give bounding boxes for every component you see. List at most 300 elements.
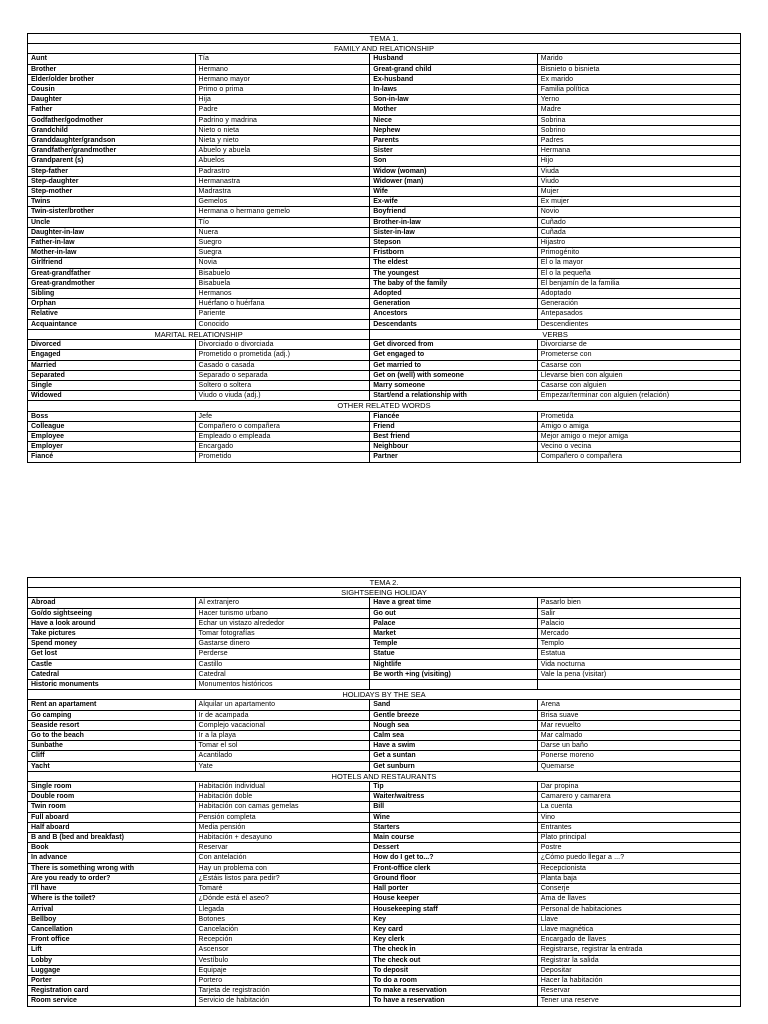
spanish-translation: Estatua bbox=[537, 649, 740, 659]
spanish-translation: Camarero y camarera bbox=[537, 792, 740, 802]
spanish-translation: Alquilar un apartamento bbox=[195, 700, 370, 710]
spanish-translation: Templo bbox=[537, 639, 740, 649]
english-term: Twin-sister/brother bbox=[28, 207, 196, 217]
section-heading: FAMILY AND RELATIONSHIP bbox=[28, 44, 741, 54]
section-heading-right: VERBS bbox=[370, 329, 741, 339]
english-term: Hall porter bbox=[370, 884, 538, 894]
table-row bbox=[28, 618, 741, 628]
english-term: Get married to bbox=[370, 360, 538, 370]
english-term: Book bbox=[28, 843, 196, 853]
spanish-translation: Padrino y madrina bbox=[195, 115, 370, 125]
spanish-translation: Antepasados bbox=[537, 309, 740, 319]
english-term: Employer bbox=[28, 442, 196, 452]
table-row bbox=[28, 74, 741, 84]
title-row bbox=[28, 578, 741, 588]
spanish-translation: Nieto o nieta bbox=[195, 125, 370, 135]
english-term: Nough sea bbox=[370, 720, 538, 730]
english-term: There is something wrong with bbox=[28, 863, 196, 873]
spanish-translation: Prometida bbox=[537, 411, 740, 421]
spanish-translation: Gemelos bbox=[195, 197, 370, 207]
english-term: The baby of the family bbox=[370, 278, 538, 288]
spanish-translation: Pasarlo bien bbox=[537, 598, 740, 608]
english-term: Adopted bbox=[370, 289, 538, 299]
spanish-translation: Compañero o compañera bbox=[537, 452, 740, 462]
english-term: Wine bbox=[370, 812, 538, 822]
table-row bbox=[28, 54, 741, 64]
english-term: Cousin bbox=[28, 85, 196, 95]
section-heading-row bbox=[28, 401, 741, 411]
english-term: Wife bbox=[370, 187, 538, 197]
spanish-translation: Hacer turismo urbano bbox=[195, 608, 370, 618]
spanish-translation: Prometerse con bbox=[537, 350, 740, 360]
english-term: Acquaintance bbox=[28, 319, 196, 329]
english-term: Parents bbox=[370, 136, 538, 146]
english-term: Great-grand child bbox=[370, 64, 538, 74]
english-term: Marry someone bbox=[370, 380, 538, 390]
spanish-translation: Hay un problema con bbox=[195, 863, 370, 873]
english-term: Generation bbox=[370, 299, 538, 309]
english-term: Grandparent (s) bbox=[28, 156, 196, 166]
table-row bbox=[28, 299, 741, 309]
english-term: Room service bbox=[28, 996, 196, 1006]
english-term: Lift bbox=[28, 945, 196, 955]
spanish-translation: Madre bbox=[537, 105, 740, 115]
english-term: Take pictures bbox=[28, 629, 196, 639]
table-title: TEMA 1. bbox=[28, 34, 741, 44]
section-heading: HOLIDAYS BY THE SEA bbox=[28, 690, 741, 700]
spanish-translation: Hermanos bbox=[195, 289, 370, 299]
english-term: To deposit bbox=[370, 965, 538, 975]
english-term: Starters bbox=[370, 822, 538, 832]
table-row bbox=[28, 125, 741, 135]
spanish-translation: Pensión completa bbox=[195, 812, 370, 822]
spanish-translation: Hermana bbox=[537, 146, 740, 156]
spanish-translation: Habitación con camas gemelas bbox=[195, 802, 370, 812]
table-row bbox=[28, 360, 741, 370]
english-term: Go/do sightseeing bbox=[28, 608, 196, 618]
spanish-translation: ¿Estáis listos para pedir? bbox=[195, 873, 370, 883]
spanish-translation: Nieta y nieto bbox=[195, 136, 370, 146]
spanish-translation: ¿Dónde está el aseo? bbox=[195, 894, 370, 904]
spanish-translation: Personal de habitaciones bbox=[537, 904, 740, 914]
table-row bbox=[28, 996, 741, 1006]
english-term: Son bbox=[370, 156, 538, 166]
spanish-translation: Cancelación bbox=[195, 924, 370, 934]
english-term: The youngest bbox=[370, 268, 538, 278]
spanish-translation: Botones bbox=[195, 914, 370, 924]
spanish-translation: Plato principal bbox=[537, 833, 740, 843]
english-term: Ex-husband bbox=[370, 74, 538, 84]
spanish-translation: Dar propina bbox=[537, 782, 740, 792]
table-row bbox=[28, 863, 741, 873]
english-term: Statue bbox=[370, 649, 538, 659]
spanish-translation: Castillo bbox=[195, 659, 370, 669]
english-term: Bill bbox=[370, 802, 538, 812]
english-term: Step-father bbox=[28, 166, 196, 176]
table-row bbox=[28, 340, 741, 350]
spanish-translation: Hija bbox=[195, 95, 370, 105]
spanish-translation: Monumentos históricos bbox=[195, 680, 370, 690]
english-term: Sand bbox=[370, 700, 538, 710]
english-term: Half aboard bbox=[28, 822, 196, 832]
table-row bbox=[28, 649, 741, 659]
english-term: Registration card bbox=[28, 986, 196, 996]
english-term: Neighbour bbox=[370, 442, 538, 452]
english-term: Yacht bbox=[28, 761, 196, 771]
spanish-translation: La cuenta bbox=[537, 802, 740, 812]
table-row bbox=[28, 115, 741, 125]
table-row bbox=[28, 751, 741, 761]
table-row bbox=[28, 975, 741, 985]
spanish-translation: Tío bbox=[195, 217, 370, 227]
spanish-translation: Ir de acampada bbox=[195, 710, 370, 720]
section-heading-row bbox=[28, 329, 741, 339]
english-term: Ground floor bbox=[370, 873, 538, 883]
english-term: Mother bbox=[370, 105, 538, 115]
english-term: Are you ready to order? bbox=[28, 873, 196, 883]
table-row bbox=[28, 608, 741, 618]
spanish-translation: Vestíbulo bbox=[195, 955, 370, 965]
spanish-translation: Casarse con bbox=[537, 360, 740, 370]
spanish-translation: Registrarse, registrar la entrada bbox=[537, 945, 740, 955]
spanish-translation: Quemarse bbox=[537, 761, 740, 771]
table-row bbox=[28, 268, 741, 278]
english-term: Sister-in-law bbox=[370, 227, 538, 237]
english-term: Brother-in-law bbox=[370, 217, 538, 227]
english-term: Where is the toilet? bbox=[28, 894, 196, 904]
spanish-translation: Madrastra bbox=[195, 187, 370, 197]
english-term: Daughter bbox=[28, 95, 196, 105]
spanish-translation: Mar revuelto bbox=[537, 720, 740, 730]
english-term: Abroad bbox=[28, 598, 196, 608]
english-term: The check out bbox=[370, 955, 538, 965]
spanish-translation: Ex mujer bbox=[537, 197, 740, 207]
table-row bbox=[28, 248, 741, 258]
english-term: Bellboy bbox=[28, 914, 196, 924]
spanish-translation: Entrantes bbox=[537, 822, 740, 832]
table-row bbox=[28, 884, 741, 894]
table-row bbox=[28, 146, 741, 156]
table-row bbox=[28, 965, 741, 975]
spanish-translation: Postre bbox=[537, 843, 740, 853]
table-row bbox=[28, 278, 741, 288]
spanish-translation: Huérfano o huérfana bbox=[195, 299, 370, 309]
table-row bbox=[28, 935, 741, 945]
table-row bbox=[28, 85, 741, 95]
spanish-translation: Brisa suave bbox=[537, 710, 740, 720]
english-term: Aunt bbox=[28, 54, 196, 64]
table-row bbox=[28, 914, 741, 924]
table-row bbox=[28, 421, 741, 431]
table-row bbox=[28, 227, 741, 237]
english-term: Front-office clerk bbox=[370, 863, 538, 873]
english-term: Daughter-in-law bbox=[28, 227, 196, 237]
spanish-translation: Reservar bbox=[537, 986, 740, 996]
section-heading: MARITAL RELATIONSHIP bbox=[28, 329, 370, 339]
english-term: Go to the beach bbox=[28, 731, 196, 741]
spanish-translation: Mejor amigo o mejor amiga bbox=[537, 431, 740, 441]
table-row bbox=[28, 945, 741, 955]
english-term: To have a reservation bbox=[370, 996, 538, 1006]
table-row bbox=[28, 319, 741, 329]
spanish-translation: Tía bbox=[195, 54, 370, 64]
table-row bbox=[28, 833, 741, 843]
spanish-translation: Prometido o prometida (adj.) bbox=[195, 350, 370, 360]
english-term: How do I get to...? bbox=[370, 853, 538, 863]
table-row bbox=[28, 873, 741, 883]
spanish-translation: Casado o casada bbox=[195, 360, 370, 370]
spanish-translation: Depositar bbox=[537, 965, 740, 975]
tema2-table bbox=[27, 577, 741, 1007]
table-row bbox=[28, 669, 741, 679]
spanish-translation: Novio bbox=[537, 207, 740, 217]
english-term: Grandfather/grandmother bbox=[28, 146, 196, 156]
spanish-translation: Marido bbox=[537, 54, 740, 64]
spanish-translation: Jefe bbox=[195, 411, 370, 421]
table-row bbox=[28, 217, 741, 227]
english-term: Sibling bbox=[28, 289, 196, 299]
english-term: In advance bbox=[28, 853, 196, 863]
english-term: Fiancée bbox=[370, 411, 538, 421]
spanish-translation: Media pensión bbox=[195, 822, 370, 832]
english-term: Girlfriend bbox=[28, 258, 196, 268]
english-term: Granddaughter/grandson bbox=[28, 136, 196, 146]
english-term: Be worth +ing (visiting) bbox=[370, 669, 538, 679]
spanish-translation: ¿Cómo puedo llegar a ...? bbox=[537, 853, 740, 863]
table-row bbox=[28, 207, 741, 217]
spanish-translation: Gastarse dinero bbox=[195, 639, 370, 649]
spanish-translation: Encargado bbox=[195, 442, 370, 452]
english-term: Orphan bbox=[28, 299, 196, 309]
english-term: Sister bbox=[370, 146, 538, 156]
spanish-translation: Cuñado bbox=[537, 217, 740, 227]
table-row bbox=[28, 258, 741, 268]
spanish-translation bbox=[537, 680, 740, 690]
english-term: Grandchild bbox=[28, 125, 196, 135]
spanish-translation: Separado o separada bbox=[195, 370, 370, 380]
english-term: Key clerk bbox=[370, 935, 538, 945]
table-row bbox=[28, 598, 741, 608]
table-row bbox=[28, 370, 741, 380]
english-term: Go camping bbox=[28, 710, 196, 720]
english-term bbox=[370, 680, 538, 690]
english-term: Temple bbox=[370, 639, 538, 649]
spanish-translation: Reservar bbox=[195, 843, 370, 853]
table-row bbox=[28, 309, 741, 319]
spanish-translation: Planta baja bbox=[537, 873, 740, 883]
table-row bbox=[28, 238, 741, 248]
spanish-translation: Portero bbox=[195, 975, 370, 985]
english-term: Single bbox=[28, 380, 196, 390]
english-term: Divorced bbox=[28, 340, 196, 350]
english-term: Start/end a relationship with bbox=[370, 391, 538, 401]
english-term: Widowed bbox=[28, 391, 196, 401]
english-term: Get on (well) with someone bbox=[370, 370, 538, 380]
table-row bbox=[28, 639, 741, 649]
table-row bbox=[28, 720, 741, 730]
spanish-translation: Compañero o compañera bbox=[195, 421, 370, 431]
spanish-translation: Prometido bbox=[195, 452, 370, 462]
spanish-translation: Viuda bbox=[537, 166, 740, 176]
english-term: Gentle breeze bbox=[370, 710, 538, 720]
table-row bbox=[28, 442, 741, 452]
english-term: Widower (man) bbox=[370, 176, 538, 186]
spanish-translation: Viudo bbox=[537, 176, 740, 186]
english-term: Uncle bbox=[28, 217, 196, 227]
spanish-translation: Perderse bbox=[195, 649, 370, 659]
english-term: Fristborn bbox=[370, 248, 538, 258]
spanish-translation: Catedral bbox=[195, 669, 370, 679]
spanish-translation: Amigo o amiga bbox=[537, 421, 740, 431]
table-row bbox=[28, 105, 741, 115]
spanish-translation: Sobrino bbox=[537, 125, 740, 135]
table-row bbox=[28, 391, 741, 401]
english-term: Dessert bbox=[370, 843, 538, 853]
english-term: Friend bbox=[370, 421, 538, 431]
spanish-translation: Adoptado bbox=[537, 289, 740, 299]
spanish-translation: Servicio de habitación bbox=[195, 996, 370, 1006]
english-term: Get engaged to bbox=[370, 350, 538, 360]
spanish-translation: Tomar fotografías bbox=[195, 629, 370, 639]
table-row bbox=[28, 761, 741, 771]
spanish-translation: Vale la pena (visitar) bbox=[537, 669, 740, 679]
spanish-translation: Hermano mayor bbox=[195, 74, 370, 84]
table-row bbox=[28, 731, 741, 741]
spanish-translation: Ascensor bbox=[195, 945, 370, 955]
table-row bbox=[28, 986, 741, 996]
table-row bbox=[28, 64, 741, 74]
english-term: Have a swim bbox=[370, 741, 538, 751]
english-term: Arrival bbox=[28, 904, 196, 914]
english-term: Boyfriend bbox=[370, 207, 538, 217]
spanish-translation: Recepcionista bbox=[537, 863, 740, 873]
spanish-translation: Tener una reserve bbox=[537, 996, 740, 1006]
spanish-translation: Habitación individual bbox=[195, 782, 370, 792]
table-row bbox=[28, 629, 741, 639]
english-term: Porter bbox=[28, 975, 196, 985]
spanish-translation: Primogénito bbox=[537, 248, 740, 258]
spanish-translation: Abuelo y abuela bbox=[195, 146, 370, 156]
table-row bbox=[28, 802, 741, 812]
spanish-translation: Generación bbox=[537, 299, 740, 309]
english-term: Ex-wife bbox=[370, 197, 538, 207]
english-term: Seaside resort bbox=[28, 720, 196, 730]
spanish-translation: Divorciado o divorciada bbox=[195, 340, 370, 350]
english-term: Godfather/godmother bbox=[28, 115, 196, 125]
table-row bbox=[28, 289, 741, 299]
spanish-translation: Habitación + desayuno bbox=[195, 833, 370, 843]
english-term: Married bbox=[28, 360, 196, 370]
spanish-translation: Yate bbox=[195, 761, 370, 771]
spanish-translation: Tomar el sol bbox=[195, 741, 370, 751]
spanish-translation: Suegro bbox=[195, 238, 370, 248]
table-row bbox=[28, 350, 741, 360]
english-term: Get divorced from bbox=[370, 340, 538, 350]
spanish-translation: Pariente bbox=[195, 309, 370, 319]
spanish-translation: Viudo o viuda (adj.) bbox=[195, 391, 370, 401]
section-heading: SIGHTSEEING HOLIDAY bbox=[28, 588, 741, 598]
english-term: Go out bbox=[370, 608, 538, 618]
spanish-translation: Complejo vacacional bbox=[195, 720, 370, 730]
english-term: Housekeeping staff bbox=[370, 904, 538, 914]
spanish-translation: Familia política bbox=[537, 85, 740, 95]
english-term: Colleague bbox=[28, 421, 196, 431]
spanish-translation: Padres bbox=[537, 136, 740, 146]
spanish-translation: Sobrina bbox=[537, 115, 740, 125]
english-term: Great-grandmother bbox=[28, 278, 196, 288]
english-term: The check in bbox=[370, 945, 538, 955]
spanish-translation: Nuera bbox=[195, 227, 370, 237]
section-heading-row bbox=[28, 771, 741, 781]
table-row bbox=[28, 782, 741, 792]
table-row bbox=[28, 95, 741, 105]
english-term: Castle bbox=[28, 659, 196, 669]
table-row bbox=[28, 792, 741, 802]
english-term: Luggage bbox=[28, 965, 196, 975]
table-title: TEMA 2. bbox=[28, 578, 741, 588]
spanish-translation: Descendientes bbox=[537, 319, 740, 329]
spanish-translation: Conserje bbox=[537, 884, 740, 894]
spanish-translation: Hermano bbox=[195, 64, 370, 74]
spanish-translation: Bisabuela bbox=[195, 278, 370, 288]
english-term: Tip bbox=[370, 782, 538, 792]
english-term: Historic monuments bbox=[28, 680, 196, 690]
spanish-translation: Padre bbox=[195, 105, 370, 115]
english-term: Stepson bbox=[370, 238, 538, 248]
table-row bbox=[28, 924, 741, 934]
english-term: Have a great time bbox=[370, 598, 538, 608]
spanish-translation: Padrastro bbox=[195, 166, 370, 176]
english-term: Mother-in-law bbox=[28, 248, 196, 258]
spanish-translation: Acantilado bbox=[195, 751, 370, 761]
spanish-translation: Echar un vistazo alrededor bbox=[195, 618, 370, 628]
spanish-translation: Yerno bbox=[537, 95, 740, 105]
english-term: Catedral bbox=[28, 669, 196, 679]
table-row bbox=[28, 741, 741, 751]
section-heading-row bbox=[28, 588, 741, 598]
section-heading-row bbox=[28, 690, 741, 700]
spanish-translation: El o la mayor bbox=[537, 258, 740, 268]
spanish-translation: Palacio bbox=[537, 618, 740, 628]
tema1-table bbox=[27, 33, 741, 463]
english-term: To do a room bbox=[370, 975, 538, 985]
spanish-translation: Vida nocturna bbox=[537, 659, 740, 669]
english-term: Elder/older brother bbox=[28, 74, 196, 84]
spanish-translation: Hijo bbox=[537, 156, 740, 166]
spanish-translation: Divorciarse de bbox=[537, 340, 740, 350]
spanish-translation: Mercado bbox=[537, 629, 740, 639]
spanish-translation: Hermanastra bbox=[195, 176, 370, 186]
english-term: Sunbathe bbox=[28, 741, 196, 751]
table-row bbox=[28, 411, 741, 421]
table-row bbox=[28, 822, 741, 832]
spanish-translation: Cuñada bbox=[537, 227, 740, 237]
spanish-translation: Vino bbox=[537, 812, 740, 822]
spanish-translation: Primo o prima bbox=[195, 85, 370, 95]
english-term: Double room bbox=[28, 792, 196, 802]
english-term: Get a suntan bbox=[370, 751, 538, 761]
table-row bbox=[28, 853, 741, 863]
table-row bbox=[28, 710, 741, 720]
english-term: House keeper bbox=[370, 894, 538, 904]
table-row bbox=[28, 176, 741, 186]
english-term: Cancellation bbox=[28, 924, 196, 934]
spanish-translation: El o la pequeña bbox=[537, 268, 740, 278]
english-term: Brother bbox=[28, 64, 196, 74]
english-term: In-laws bbox=[370, 85, 538, 95]
spanish-translation: Vecino o vecina bbox=[537, 442, 740, 452]
spanish-translation: Registrar la salida bbox=[537, 955, 740, 965]
